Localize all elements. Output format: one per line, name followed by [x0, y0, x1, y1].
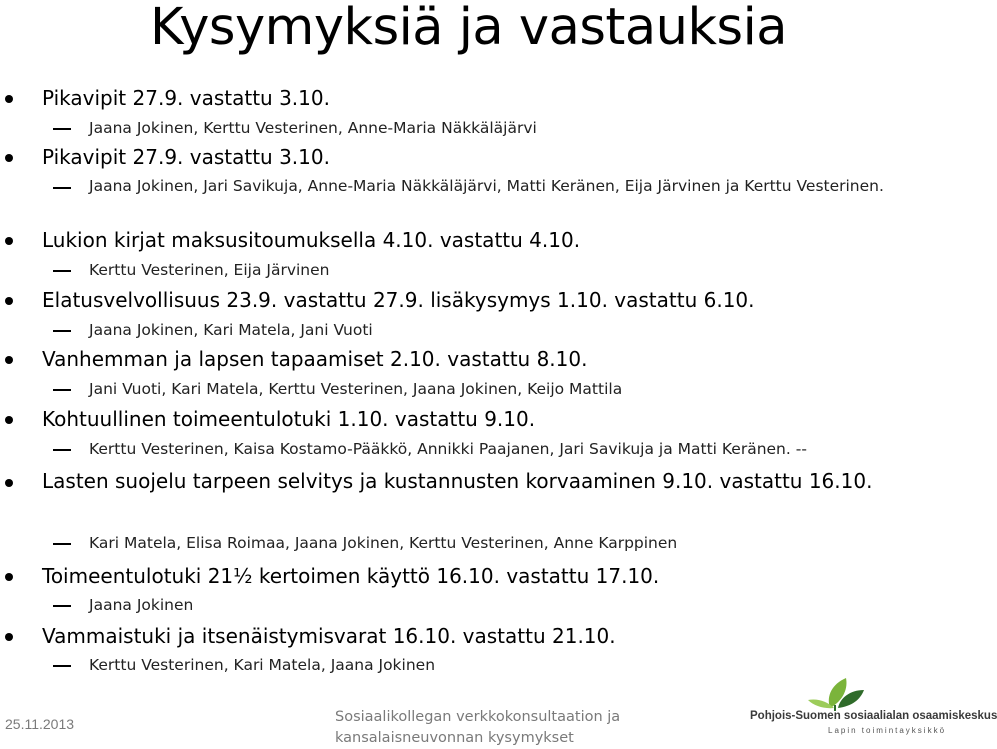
- list-item-responders: Kerttu Vesterinen, Kari Matela, Jaana Jokinen: [89, 656, 436, 674]
- list-item-responders: Jaana Jokinen, Kerttu Vesterinen, Anne-Maria Näkkäläjärvi: [89, 119, 537, 137]
- list-item-title: Vammaistuki ja itsenäistymisvarat 16.10. vastattu 21.10.: [42, 624, 616, 648]
- bullet-icon: [5, 633, 13, 641]
- list-item-responders: Jaana Jokinen, Kari Matela, Jani Vuoti: [89, 321, 373, 339]
- organization-logo: [748, 676, 997, 738]
- list-item-title: Toimeentulotuki 21½ kertoimen käyttö 16.10. vastattu 17.10.: [42, 564, 660, 588]
- list-item-title: Vanhemman ja lapsen tapaamiset 2.10. vastattu 8.10.: [42, 347, 588, 371]
- logo-unit-name: Lapin toimintayksikkö: [828, 726, 947, 735]
- logo-org-name: Pohjois-Suomen sosiaalialan osaamiskeskus: [750, 710, 997, 722]
- dash-icon: [53, 187, 71, 189]
- dash-icon: [53, 128, 71, 130]
- dash-icon: [53, 665, 71, 667]
- footer-caption: Sosiaalikollegan verkkokonsultaation ja kansalaisneuvonnan kysymykset: [335, 709, 621, 746]
- bullet-icon: [5, 154, 13, 162]
- dash-icon: [53, 330, 71, 332]
- list-item-responders: Kerttu Vesterinen, Eija Järvinen: [89, 261, 330, 279]
- dash-icon: [53, 270, 71, 272]
- list-item-responders: Jaana Jokinen, Jari Savikuja, Anne-Maria Näkkäläjärvi, Matti Keränen, Eija Järvinen ja Kerttu Vesterinen.: [89, 177, 884, 195]
- list-item-title: Pikavipit 27.9. vastattu 3.10.: [42, 86, 330, 110]
- dash-icon: [53, 389, 71, 391]
- bullet-icon: [5, 237, 13, 245]
- list-item-title: Kohtuullinen toimeentulotuki 1.10. vastattu 9.10.: [42, 407, 536, 431]
- bullet-icon: [5, 573, 13, 581]
- logo-leaf-icon: [748, 676, 958, 712]
- list-item-title: Lukion kirjat maksusitoumuksella 4.10. vastattu 4.10.: [42, 228, 581, 252]
- list-item-title: Elatusvelvollisuus 23.9. vastattu 27.9. lisäkysymys 1.10. vastattu 6.10.: [42, 288, 755, 312]
- bullet-icon: [5, 297, 13, 305]
- dash-icon: [53, 605, 71, 607]
- dash-icon: [53, 543, 71, 545]
- bullet-icon: [5, 95, 13, 103]
- list-item-title: Lasten suojelu tarpeen selvitys ja kustannusten korvaaminen 9.10. vastattu 16.10.: [42, 469, 873, 493]
- page-title: Kysymyksiä ja vastauksia: [150, 0, 788, 57]
- bullet-icon: [5, 479, 13, 487]
- list-item-responders: Jaana Jokinen: [89, 596, 194, 614]
- list-item-responders: Kerttu Vesterinen, Kaisa Kostamo-Pääkkö, Annikki Paajanen, Jari Savikuja ja Matti Keränen. --: [89, 440, 807, 458]
- footer-date: 25.11.2013: [5, 716, 75, 732]
- bullet-icon: [5, 356, 13, 364]
- list-item-responders: Kari Matela, Elisa Roimaa, Jaana Jokinen, Kerttu Vesterinen, Anne Karppinen: [89, 534, 678, 552]
- bullet-icon: [5, 416, 13, 424]
- list-item-responders: Jani Vuoti, Kari Matela, Kerttu Vesterinen, Jaana Jokinen, Keijo Mattila: [89, 380, 623, 398]
- dash-icon: [53, 449, 71, 451]
- list-item-title: Pikavipit 27.9. vastattu 3.10.: [42, 145, 330, 169]
